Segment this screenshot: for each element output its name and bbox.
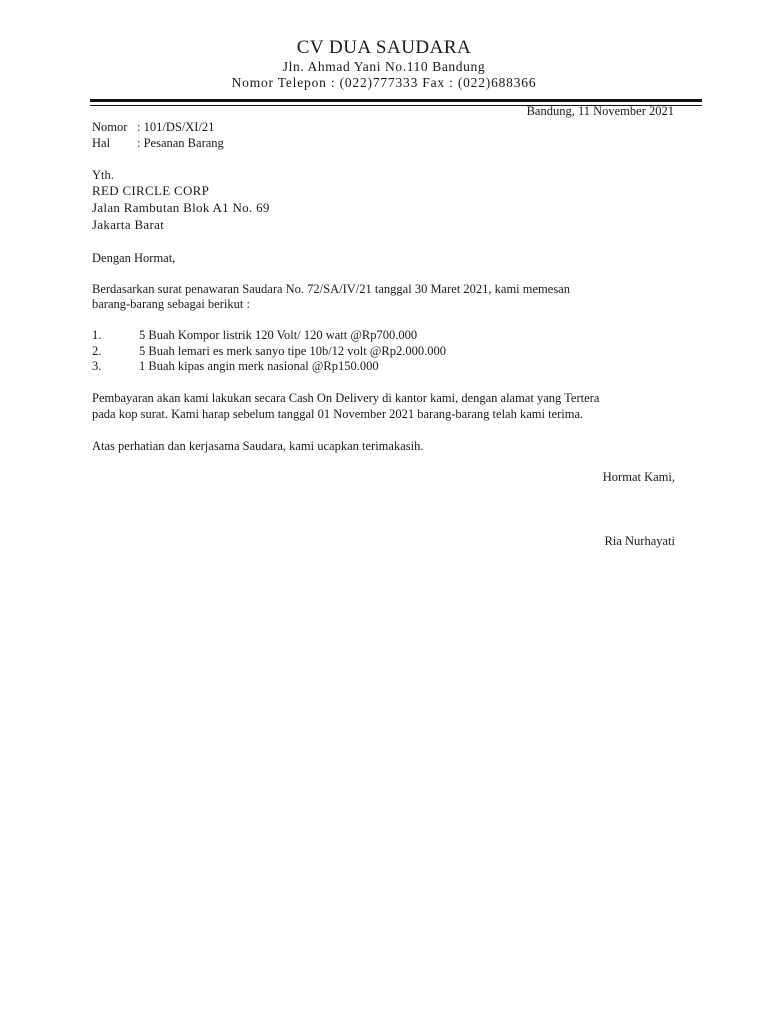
intro-line-2: barang-barang sebagai berikut : bbox=[92, 297, 250, 311]
company-address: Jln. Ahmad Yani No.110 Bandung bbox=[282, 59, 486, 74]
signoff: Hormat Kami, bbox=[602, 470, 675, 484]
nomor-value: : 101/DS/XI/21 bbox=[137, 120, 215, 134]
item-number: 1. bbox=[92, 328, 102, 342]
signer-name: Ria Nurhayati bbox=[604, 534, 675, 548]
recipient-city: Jakarta Barat bbox=[92, 217, 165, 232]
nomor-label: Nomor bbox=[92, 120, 128, 134]
item-number: 2. bbox=[92, 344, 102, 358]
recipient-yth: Yth. bbox=[92, 168, 114, 182]
intro-line-1: Berdasarkan surat penawaran Saudara No. 72/SA/IV/21 tanggal 30 Maret 2021, kami memesan bbox=[92, 282, 570, 296]
item-text: 1 Buah kipas angin merk nasional @Rp150.000 bbox=[139, 359, 379, 373]
company-contact: Nomor Telepon : (022)777333 Fax : (022)688366 bbox=[231, 75, 537, 90]
payment-line-2: pada kop surat. Kami harap sebelum tanggal 01 November 2021 barang-barang telah kami terima. bbox=[92, 407, 584, 421]
payment-line-1: Pembayaran akan kami lakukan secara Cash On Delivery di kantor kami, dengan alamat yang Tertera bbox=[92, 391, 600, 405]
hal-label: Hal bbox=[92, 136, 111, 150]
item-text: 5 Buah lemari es merk sanyo tipe 10b/12 volt @Rp2.000.000 bbox=[139, 344, 446, 358]
hal-value: : Pesanan Barang bbox=[137, 136, 224, 150]
item-text: 5 Buah Kompor listrik 120 Volt/ 120 watt @Rp700.000 bbox=[139, 328, 418, 342]
recipient-street: Jalan Rambutan Blok A1 No. 69 bbox=[92, 200, 270, 215]
letterhead-divider-thick bbox=[90, 99, 702, 102]
greeting: Dengan Hormat, bbox=[92, 251, 176, 265]
company-name: CV DUA SAUDARA bbox=[296, 37, 472, 58]
letter-date: Bandung, 11 November 2021 bbox=[526, 104, 674, 118]
closing-text: Atas perhatian dan kerjasama Saudara, kami ucapkan terimakasih. bbox=[92, 439, 424, 453]
recipient-name: RED CIRCLE CORP bbox=[92, 183, 210, 198]
item-number: 3. bbox=[92, 359, 102, 373]
